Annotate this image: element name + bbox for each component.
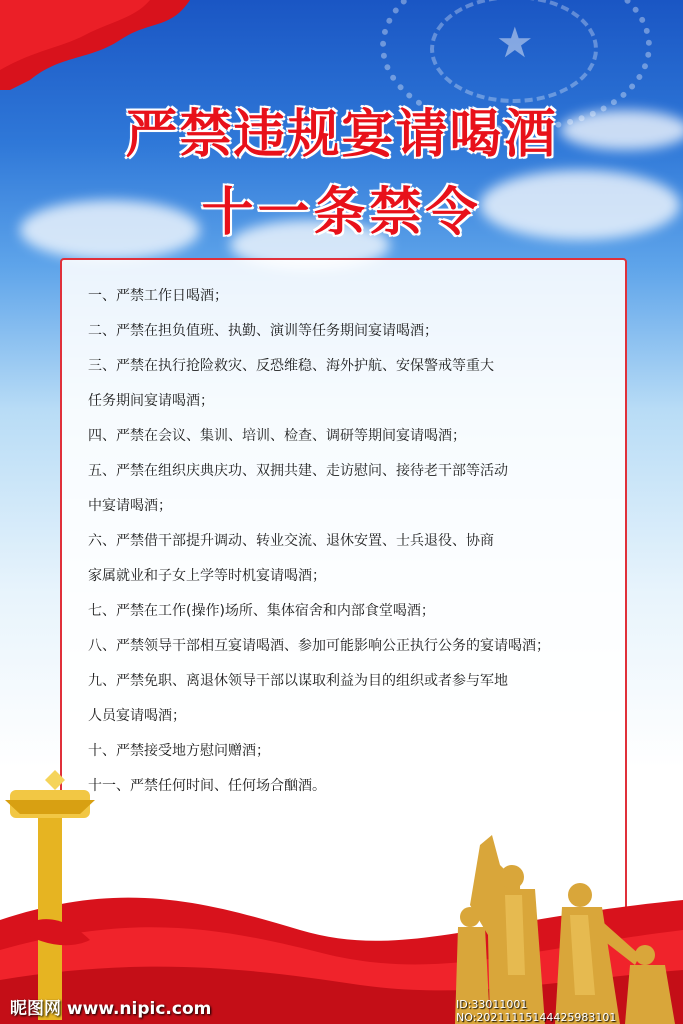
rule-line: 五、严禁在组织庆典庆功、双拥共建、走访慰问、接待老干部等活动	[88, 463, 508, 479]
watermark-logo: 昵图网 www.nipic.com	[10, 999, 212, 1019]
rule-line: 一、严禁工作日喝酒；	[88, 288, 228, 304]
rules-list	[88, 287, 608, 795]
statue-group-icon	[430, 825, 683, 1024]
rule-line: 家属就业和子女上学等时机宴请喝酒；	[88, 568, 326, 584]
rule-line: 中宴请喝酒；	[88, 498, 172, 514]
rule-line: 三、严禁在执行抢险救灾、反恐维稳、海外护航、安保警戒等重大	[88, 358, 494, 374]
star-icon: ★	[496, 18, 534, 67]
rule-line: 七、严禁在工作(操作)场所、集体宿舍和内部食堂喝酒；	[88, 603, 435, 619]
page-subtitle: 十一条禁令	[201, 183, 482, 243]
rule-line: 十、严禁接受地方慰问赠酒；	[88, 743, 270, 759]
rule-line: 任务期间宴请喝酒；	[88, 393, 214, 409]
rule-line: 二、严禁在担负值班、执勤、演训等任务期间宴请喝酒；	[88, 323, 438, 339]
rule-line: 六、严禁借干部提升调动、转业交流、退休安置、士兵退役、协商	[88, 533, 494, 549]
rule-line: 人员宴请喝酒；	[88, 708, 186, 724]
red-flag-icon	[0, 0, 190, 90]
rule-line: 四、严禁在会议、集训、培训、检查、调研等期间宴请喝酒；	[88, 428, 466, 444]
huabiao-pillar-icon	[0, 770, 110, 1020]
rule-line: 十一、严禁任何时间、任何场合酗酒。	[88, 778, 326, 794]
rule-line: 九、严禁免职、离退休领导干部以谋取利益为目的组织或者参与军地	[88, 673, 508, 689]
page-title: 严禁违规宴请喝酒	[125, 105, 558, 165]
rule-line: 八、严禁领导干部相互宴请喝酒、参加可能影响公正执行公务的宴请喝酒；	[88, 638, 550, 654]
watermark-id: ID:33011001 NO:20211115144425983101	[456, 998, 617, 1024]
